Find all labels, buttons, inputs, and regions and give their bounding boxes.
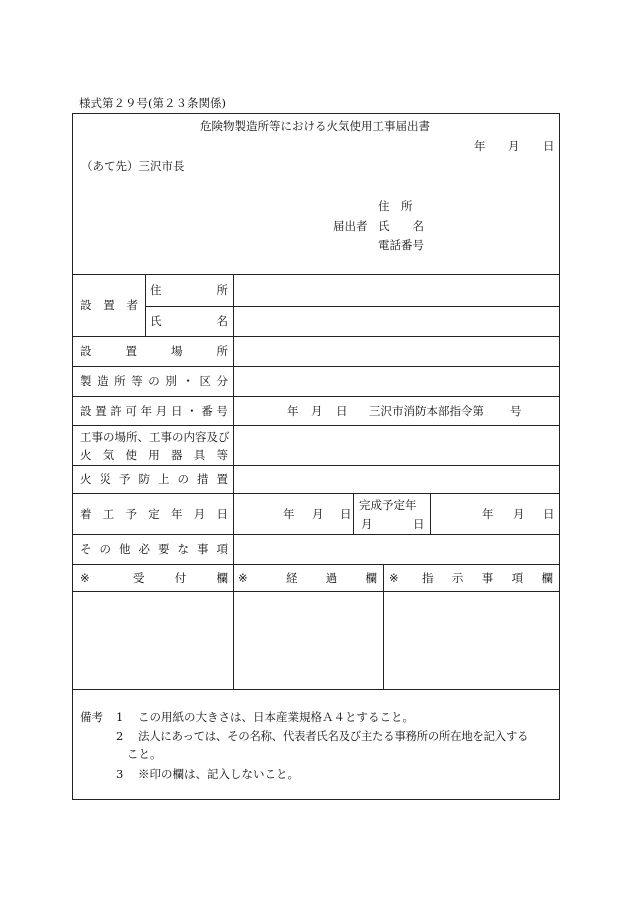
- fire-prevention-label: 火 災 予 防 上 の 措 置: [80, 472, 228, 486]
- reception-mark: ※: [80, 571, 90, 585]
- form-title: 危険物製造所等における火気使用工事届出書: [200, 119, 430, 133]
- instructions-header: 指 示 事 項 欄: [422, 571, 553, 585]
- applicant-phone-label: 電話番号: [378, 238, 424, 252]
- work-label-line2: 火 気 使 用 器 具 等: [80, 448, 228, 462]
- notes-label: 備考: [80, 710, 103, 724]
- completion-day-label: 日: [543, 507, 555, 521]
- permit-label: 設 置 許 可 年 月 日 ・ 番 号: [80, 404, 228, 418]
- date-month-label: 月: [508, 139, 520, 153]
- note-3-text: ※印の欄は、記入しないこと。: [138, 767, 299, 781]
- installer-label: 設 置 者: [80, 298, 138, 312]
- permit-year-label: 年: [287, 404, 299, 418]
- other-label: そ の 他 必 要 な 事 項: [80, 542, 228, 556]
- addressee: （あて先）三沢市長: [81, 159, 185, 173]
- installer-address-label: 住 所: [150, 283, 228, 297]
- progress-header: 経 過 欄: [286, 571, 377, 585]
- reception-header: 受 付 欄: [133, 571, 228, 585]
- applicant-prefix: 届出者: [333, 219, 368, 233]
- instructions-mark: ※: [389, 571, 399, 585]
- form-number: 様式第２９号(第２３条関係): [79, 96, 226, 110]
- start-date-label: 着 工 予 定 年 月 日: [80, 507, 228, 521]
- note-2-continuation: こと。: [127, 747, 162, 761]
- applicant-name-label: 氏 名: [378, 219, 424, 233]
- note-2-number: 2: [116, 729, 124, 743]
- permit-day-label: 日: [336, 404, 348, 418]
- progress-mark: ※: [238, 571, 248, 585]
- completion-label-month: 月: [361, 517, 373, 531]
- location-label: 設 置 場 所: [80, 344, 228, 358]
- note-2-text: 法人にあっては、その名称、代表者氏名及び主たる事務所の所在地を記入する: [138, 729, 529, 743]
- permit-authority: 三沢市消防本部指令第: [369, 404, 484, 418]
- start-year-label: 年: [283, 507, 295, 521]
- installer-name-label: 氏 名: [150, 314, 228, 328]
- permit-number-label: 号: [510, 404, 522, 418]
- facility-type-label: 製 造 所 等 の 別 ・ 区 分: [80, 374, 228, 388]
- applicant-address-label: 住 所: [378, 199, 413, 213]
- completion-label-day: 日: [413, 517, 425, 531]
- note-3-number: 3: [116, 767, 124, 781]
- date-day-label: 日: [543, 139, 555, 153]
- start-day-label: 日: [340, 507, 352, 521]
- note-1-number: 1: [116, 710, 124, 724]
- permit-month-label: 月: [311, 404, 323, 418]
- completion-year-label: 年: [482, 507, 494, 521]
- work-label-line1: 工事の場所、工事の内容及び: [80, 430, 230, 444]
- date-year-label: 年: [474, 139, 486, 153]
- start-month-label: 月: [312, 507, 324, 521]
- note-1-text: この用紙の大きさは、日本産業規格Ａ４とすること。: [138, 710, 414, 724]
- completion-label-line1: 完成予定年: [359, 498, 417, 512]
- completion-month-label: 月: [513, 507, 525, 521]
